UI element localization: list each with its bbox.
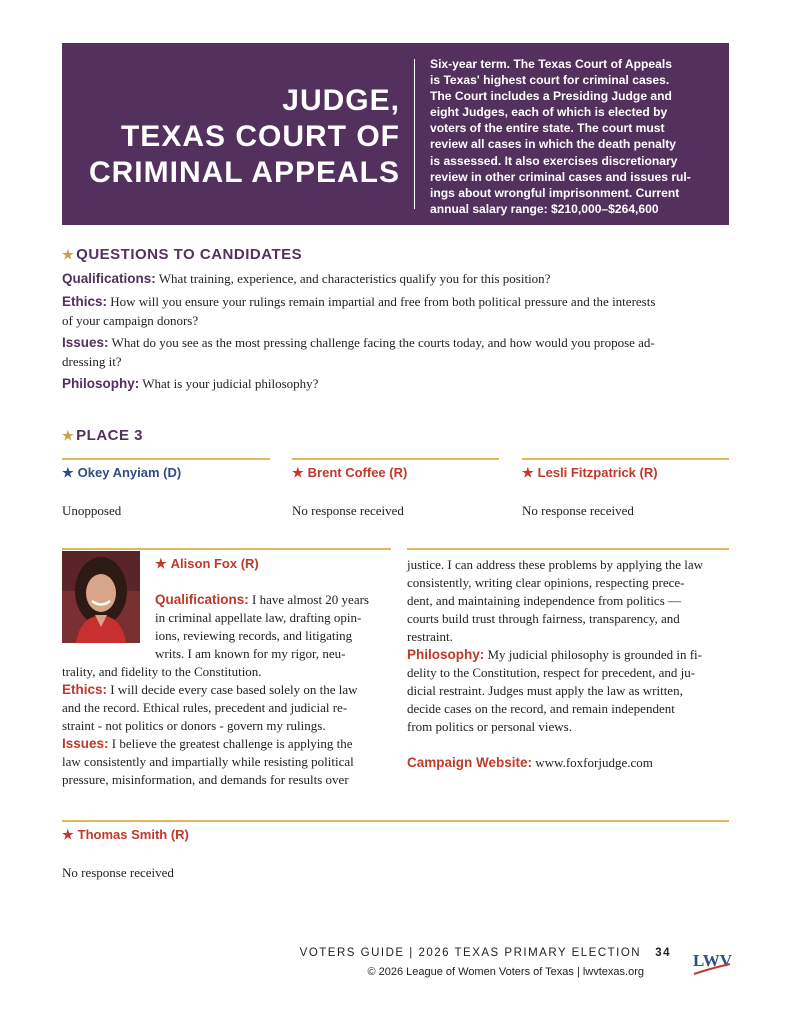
title-line-2: TEXAS COURT OF: [120, 120, 400, 153]
footer-title: [300, 947, 671, 959]
question-philosophy: [62, 374, 730, 393]
candidate-name: [292, 465, 407, 481]
candidate-name-text: Okey Anyiam (D): [77, 465, 182, 480]
description-line: annual salary range: $210,000–$264,600: [430, 201, 659, 216]
candidate-name: [522, 465, 658, 481]
question-label: Ethics:: [62, 294, 108, 309]
page-number: 34: [655, 947, 671, 959]
answer-label: Qualifications:: [155, 592, 249, 607]
answer-text: restraint.: [407, 629, 453, 644]
lwv-logo-icon: [690, 948, 732, 978]
question-label: Issues:: [62, 335, 109, 350]
answer-text: straint - not politics or donors - govern my rulings.: [62, 718, 326, 733]
candidate-status: No response received: [62, 865, 174, 880]
svg-text:LWV: LWV: [693, 951, 732, 970]
star-icon: ★: [522, 465, 534, 480]
description-line: is assessed. It also exercises discretionary: [430, 153, 678, 168]
header-banner: [62, 43, 729, 225]
star-icon: ★: [62, 247, 75, 262]
answer-text: I will decide every case based solely on the law: [107, 682, 358, 697]
description-line: voters of the entire state. The court must: [430, 121, 665, 136]
divider: [522, 458, 729, 460]
answer-text: justice. I can address these problems by applying the law: [407, 557, 704, 572]
place-heading-text: PLACE 3: [76, 427, 144, 444]
description-line: eight Judges, each of which is elected by: [430, 105, 668, 120]
title-line-1: JUDGE,: [282, 84, 400, 117]
divider: [62, 458, 270, 460]
question-issues: [62, 333, 730, 352]
office-description: [430, 56, 720, 217]
answer-text: trality, and fidelity to the Constitution.: [62, 664, 262, 679]
questions-heading-text: QUESTIONS TO CANDIDATES: [76, 246, 303, 263]
candidate-status: No response received: [292, 503, 404, 518]
answer-label: Philosophy:: [407, 647, 485, 662]
answer-text: I believe the greatest challenge is applying the: [108, 736, 353, 751]
answer-label: Issues:: [62, 736, 109, 751]
star-icon: ★: [62, 428, 75, 443]
answer-text: courts build trust through fairness, transparency, and: [407, 611, 680, 626]
answer-text: dicial restraint. Judges must apply the law as written,: [407, 683, 683, 698]
footer-copyright: © 2026 League of Women Voters of Texas | lwvtexas.org: [367, 966, 644, 978]
question-ethics-cont: of your campaign donors?: [62, 313, 199, 328]
answer-text: in criminal appellate law, drafting opin-: [155, 610, 362, 625]
description-line: review all cases in which the death penalty: [430, 137, 676, 152]
answer-text: law consistently and impartially while resisting political: [62, 754, 354, 769]
question-ethics: [62, 292, 730, 311]
candidate-status: No response received: [522, 503, 634, 518]
fox-qualifications: [155, 591, 391, 663]
description-line: Six-year term. The Texas Court of Appeals: [430, 57, 672, 71]
footer-guide-text: VOTERS GUIDE | 2026 TEXAS PRIMARY ELECTION: [299, 947, 642, 959]
answer-text: and the record. Ethical rules, precedent and judicial re-: [62, 700, 348, 715]
answer-text: I have almost 20 years: [248, 592, 369, 607]
divider: [62, 548, 391, 550]
question-text: What is your judicial philosophy?: [139, 376, 319, 391]
question-label: Qualifications:: [62, 271, 156, 286]
banner-divider: [414, 59, 415, 209]
fox-answers-right: [407, 556, 737, 772]
divider: [62, 820, 729, 822]
question-issues-cont: dressing it?: [62, 354, 122, 369]
question-text: What training, experience, and characteristics qualify you for this position?: [155, 271, 551, 286]
answer-text: from politics or personal views.: [407, 719, 572, 734]
answer-text: delity to the Constitution, respect for precedent, and ju-: [407, 665, 696, 680]
candidate-name: [62, 465, 181, 481]
candidate-name: [62, 827, 189, 843]
answer-text: consistently, writing clear opinions, respecting prece-: [407, 575, 685, 590]
candidate-name-text: Brent Coffee (R): [307, 465, 408, 480]
candidate-status: Unopposed: [62, 503, 122, 518]
answer-text: pressure, misinformation, and demands for results over: [62, 772, 349, 787]
portrait-image: [62, 551, 140, 643]
answer-text: My judicial philosophy is grounded in fi-: [484, 647, 702, 662]
description-line: review in other criminal cases and issues rul-: [430, 169, 691, 184]
answer-text: dent, and maintaining independence from politics —: [407, 593, 682, 608]
question-text: How will you ensure your rulings remain impartial and free from both political pressure and the interests: [107, 294, 656, 309]
star-icon: ★: [155, 556, 167, 571]
description-line: The Court includes a Presiding Judge and: [430, 89, 672, 104]
fox-answers-left: [62, 663, 391, 789]
divider: [407, 548, 729, 550]
answer-label: Ethics:: [62, 682, 108, 697]
answer-text: ions, reviewing records, and litigating: [155, 628, 353, 643]
question-text: What do you see as the most pressing challenge facing the courts today, and how would you propose ad-: [108, 335, 655, 350]
candidate-name: [155, 556, 259, 572]
star-icon: ★: [62, 827, 74, 842]
answer-text: writs. I am known for my rigor, neu-: [155, 646, 346, 661]
question-qualifications: [62, 269, 730, 288]
star-icon: ★: [292, 465, 304, 480]
description-line: is Texas' highest court for criminal cases.: [430, 73, 670, 88]
candidate-name-text: Thomas Smith (R): [77, 827, 189, 842]
description-line: ings about wrongful imprisonment. Current: [430, 185, 680, 200]
answer-label: Campaign Website:: [407, 755, 533, 770]
star-icon: ★: [62, 465, 74, 480]
candidate-name-text: Alison Fox (R): [170, 556, 259, 571]
question-label: Philosophy:: [62, 376, 140, 391]
page-title: [62, 83, 400, 191]
answer-text: decide cases on the record, and remain independent: [407, 701, 675, 716]
campaign-website-link[interactable]: www.foxforjudge.com: [532, 755, 653, 770]
questions-heading: [62, 246, 302, 263]
divider: [292, 458, 499, 460]
title-line-3: CRIMINAL APPEALS: [88, 156, 400, 189]
candidate-name-text: Lesli Fitzpatrick (R): [537, 465, 658, 480]
place-heading: [62, 427, 143, 444]
candidate-photo: [62, 551, 140, 643]
